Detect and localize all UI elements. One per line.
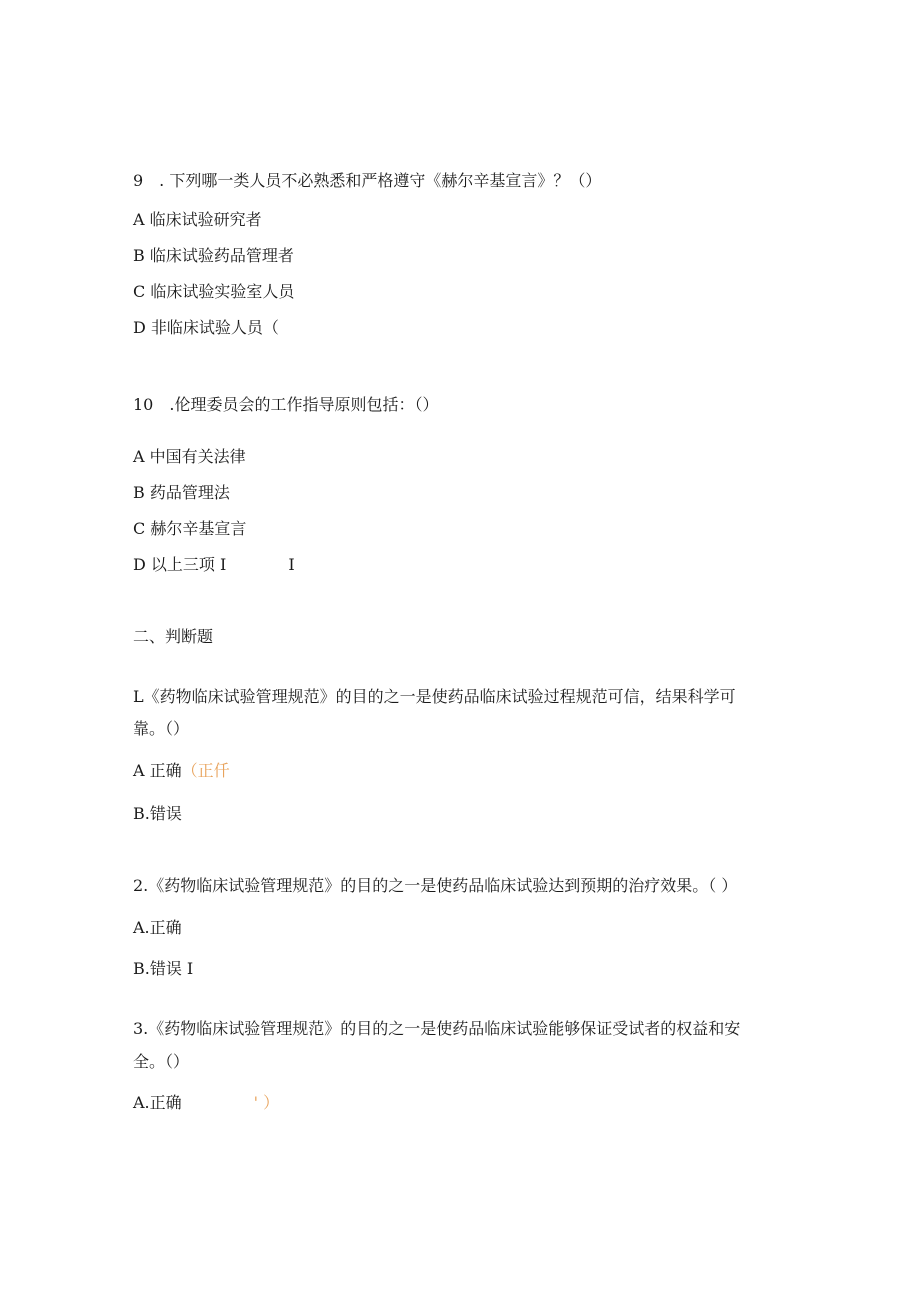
tf1-question-line2: 靠。（）: [133, 719, 190, 738]
tf1-question-line1: L《药物临床试验管理规范》的目的之一是使药品临床试验过程规范可信，结果科学可: [133, 687, 736, 706]
q9-option-d: D 非临床试验人员（: [133, 318, 279, 337]
tf3-question-line1: 3.《药物临床试验管理规范》的目的之一是使药品临床试验能够保证受试者的权益和安: [133, 1019, 741, 1038]
q9-option-b: B 临床试验药品管理者: [133, 246, 294, 265]
q9-option-a: A 临床试验研究者: [133, 210, 262, 229]
question-9: 9 . 下列哪一类人员不必熟悉和严格遵守《赫尔辛基宣言》？（）: [133, 171, 602, 190]
q10-option-d-trailing: I: [288, 555, 295, 574]
tf3-handwritten-mark: ' ）: [253, 1093, 280, 1112]
q10-option-c: C 赫尔辛基宣言: [133, 519, 247, 538]
q10-option-b: B 药品管理法: [133, 483, 230, 502]
tf1-option-a-text: A 正确: [133, 761, 182, 780]
section-title-true-false: 二、判断题: [133, 627, 214, 646]
q10-option-a: A 中国有关法律: [133, 447, 246, 466]
tf1-option-a: [133, 761, 230, 781]
tf3-option-a-text: A.正确: [133, 1093, 182, 1112]
tf1-handwritten-mark: （正仟: [181, 761, 230, 780]
tf3-question-line2: 全。（）: [133, 1052, 190, 1071]
q9-option-c: C 临床试验实验室人员: [133, 282, 295, 301]
question-10: 10 .伦理委员会的工作指导原则包括：（）: [133, 395, 439, 414]
q10-option-d-text: D 以上三项 I: [133, 555, 227, 574]
tf2-question: 2.《药物临床试验管理规范》的目的之一是使药品临床试验达到预期的治疗效果。（ ）: [133, 876, 738, 895]
tf2-option-b: B.错误 I: [133, 959, 194, 978]
q10-option-d: [133, 555, 295, 575]
tf3-option-a: [133, 1093, 279, 1113]
tf2-option-a: A.正确: [133, 918, 182, 937]
tf1-option-b: B.错误: [133, 804, 182, 823]
